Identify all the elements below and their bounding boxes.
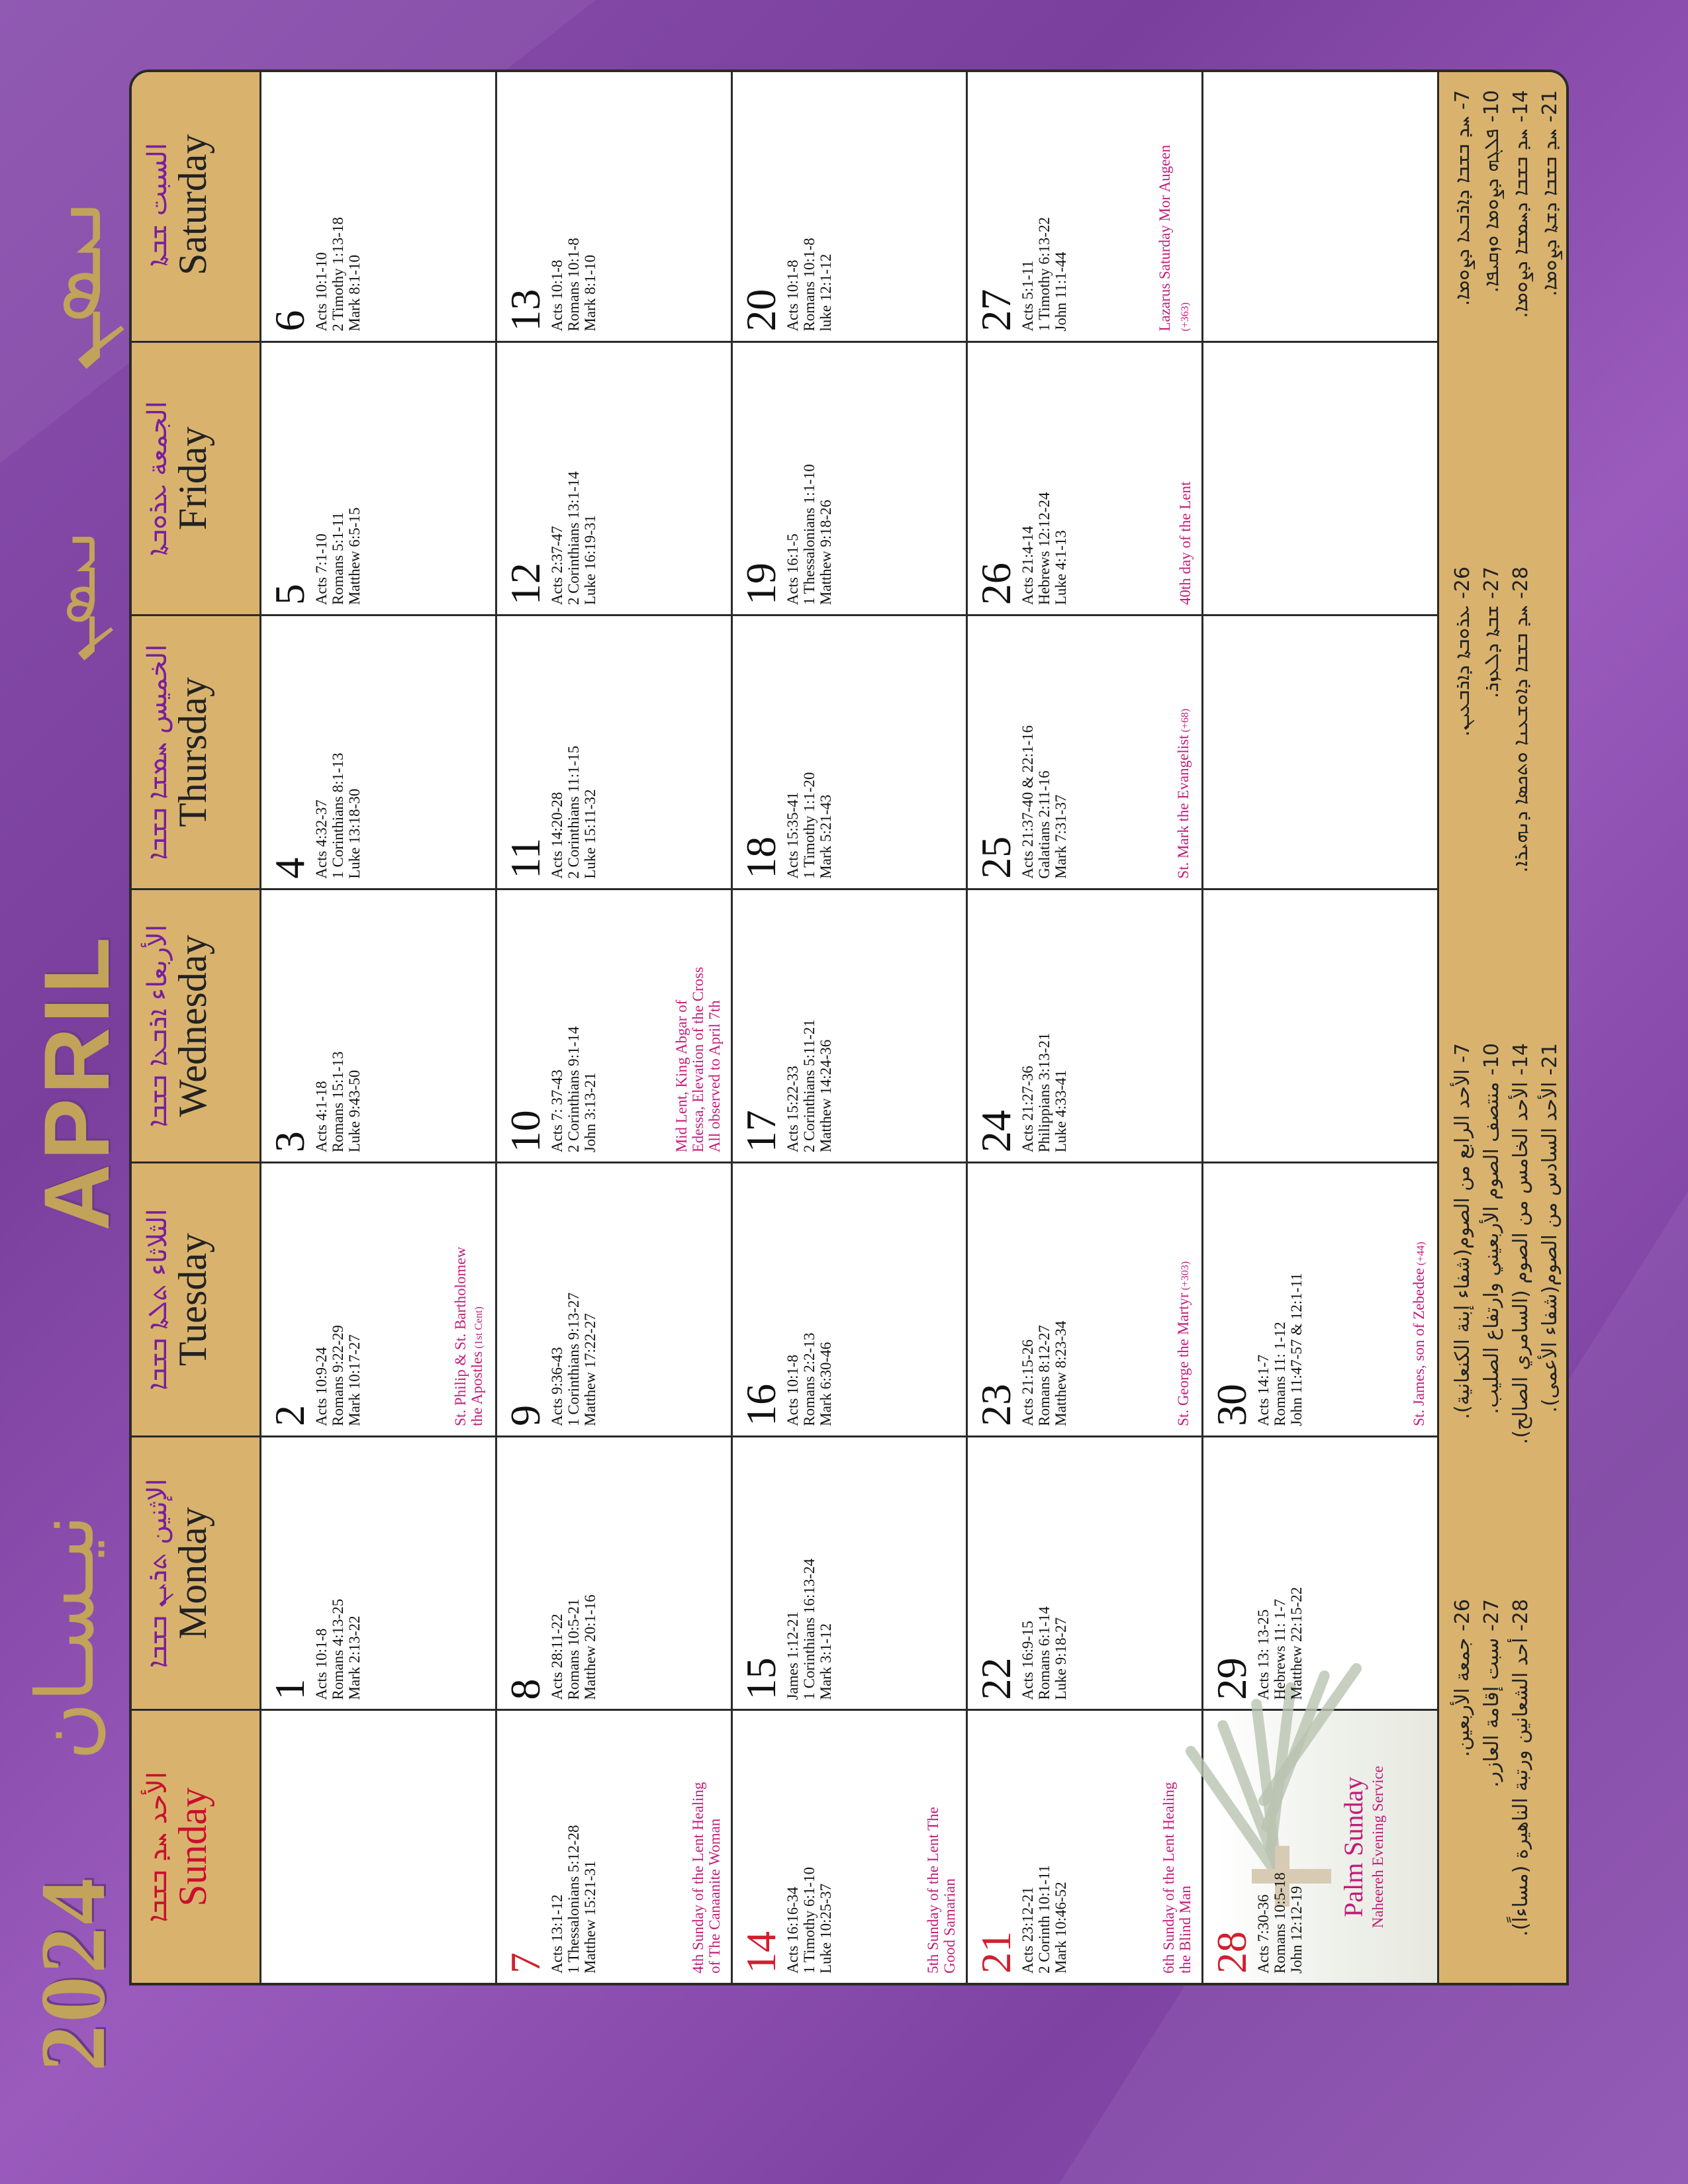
reading-line: Acts 13:1-12 — [548, 1894, 565, 1974]
day-number: 29 — [1208, 1657, 1256, 1700]
feast-note — [925, 1775, 958, 1974]
day-number: 6 — [266, 310, 313, 332]
reading-line: Acts 23:12-21 — [1019, 1887, 1037, 1974]
day-number: 16 — [737, 1383, 784, 1426]
reading-line: Mark 2:13-22 — [346, 1615, 363, 1700]
reading-line: Acts 14:1-7 — [1255, 1354, 1272, 1426]
reading-line: Acts 15:22-33 — [784, 1066, 801, 1153]
month-title-syriac-large: ܢܝܣܢ — [20, 193, 120, 371]
reading-line: 1 Corinthians 9:13-27 — [565, 1292, 582, 1426]
reading-line: 1 Corinthians 8:1-13 — [330, 752, 346, 879]
day-number: 11 — [501, 838, 549, 879]
weekday-label: Sunday — [171, 1787, 214, 1907]
day-number: 18 — [737, 836, 784, 879]
reading-line: Acts 28:11-22 — [548, 1614, 565, 1700]
reading-line: Acts 10:9-24 — [313, 1347, 330, 1426]
reading-line: 2 Corinthians 5:11-21 — [800, 1019, 818, 1153]
empty-day-cell — [1203, 341, 1439, 615]
feast-note-text: 40th day of the Lent — [1177, 481, 1194, 606]
day-number: 7 — [501, 1952, 549, 1974]
day-cell[interactable] — [968, 341, 1203, 615]
feast-note-date: (+68) — [1180, 708, 1192, 735]
palm-sunday-subtitle: Naheereh Evening Service — [1369, 1766, 1386, 1929]
day-cell[interactable] — [261, 614, 497, 888]
day-cell[interactable] — [733, 341, 968, 615]
weekday-arabic-label: السبت ܫܒܬܐ — [142, 142, 173, 267]
day-cell[interactable] — [497, 1161, 733, 1435]
feast-note — [1411, 1228, 1429, 1426]
day-cell[interactable] — [1203, 1161, 1439, 1435]
reading-line: Luke 15:11-32 — [581, 789, 598, 879]
feast-note-text: Mid Lent, King Abgar of Edessa, Elevation of the Cross All observed to April 7th — [673, 966, 723, 1153]
reading-line: Mark 6:30-46 — [817, 1342, 834, 1426]
feast-note-text: Lazarus Saturday Mor Augeen — [1156, 144, 1174, 332]
reading-line: 1 Thessalonians 5:12-28 — [565, 1825, 582, 1974]
day-number: 5 — [266, 584, 313, 606]
footer-note-line: 26- ܥܪܘܒܬܐ ܕܐܪܒܥܝܢ. — [1451, 567, 1474, 737]
reading-line: Romans 5:1-11 — [330, 512, 346, 606]
empty-day-cell — [1203, 69, 1439, 341]
day-number: 22 — [972, 1657, 1020, 1700]
reading-line: Acts 2:37-47 — [548, 525, 565, 606]
footer-note-line: 10- ܦܠܓܗ ܕܨܘܡܐ ܘܙܩܝܦܐ. — [1480, 90, 1503, 293]
reading-line: 1 Timothy 1:1-20 — [800, 772, 818, 879]
reading-line: Matthew 9:18-26 — [817, 500, 834, 606]
day-cell[interactable] — [733, 1709, 968, 1983]
weekday-label: Thursday — [171, 677, 214, 827]
empty-day-cell — [1203, 888, 1439, 1162]
reading-line: 1 Corinthians 16:13-24 — [800, 1559, 818, 1700]
reading-line: Romans 10:1-8 — [565, 238, 582, 332]
day-cell[interactable] — [968, 1435, 1203, 1709]
reading-line: Mark 8:1-10 — [581, 254, 598, 332]
day-number: 26 — [972, 563, 1020, 606]
day-cell[interactable] — [1203, 1709, 1439, 1983]
weekday-label: Wednesday — [171, 934, 214, 1117]
weekday-label: Friday — [171, 426, 214, 531]
weekday-header — [132, 1435, 261, 1709]
day-number: 19 — [737, 563, 784, 606]
weekday-label: Monday — [171, 1507, 214, 1640]
reading-line: Hebrews 12:12-24 — [1036, 492, 1053, 606]
reading-line: Matthew 8:23-34 — [1053, 1320, 1070, 1426]
feast-note-text: St. Mark the Evangelist — [1175, 735, 1192, 879]
reading-line: Acts 16:9-15 — [1019, 1620, 1037, 1700]
day-cell[interactable] — [733, 1435, 968, 1709]
weekday-header — [132, 1161, 261, 1435]
feast-note — [1175, 1228, 1194, 1426]
calendar-grid — [129, 69, 1569, 1985]
reading-line: 2 Timothy 1:13-18 — [330, 217, 346, 332]
day-cell[interactable] — [968, 614, 1203, 888]
day-number: 15 — [737, 1657, 784, 1700]
reading-line: luke 12:1-12 — [817, 253, 834, 332]
feast-note-text: 6th Sunday of the Lent Healing the Blind Man — [1160, 1782, 1194, 1974]
weekday-header — [132, 1709, 261, 1983]
feast-note — [690, 1775, 723, 1974]
reading-line: Acts 13: 13-25 — [1255, 1609, 1272, 1700]
feast-note-date: (+363) — [1180, 302, 1192, 332]
footer-note-line: 28- أحد الشعانين ورتبة الناهيرة (مساءاً). — [1509, 1599, 1532, 1937]
day-number: 20 — [737, 289, 784, 332]
feast-note-text: St. James, son of Zebedee — [1410, 1267, 1427, 1426]
empty-day-cell — [1203, 614, 1439, 888]
day-number: 3 — [266, 1131, 313, 1153]
footer-col-syriac-2 — [1448, 90, 1565, 553]
day-number: 1 — [266, 1678, 313, 1700]
weekday-label: Saturday — [171, 134, 214, 275]
reading-line: Galatians 2:11-16 — [1036, 770, 1053, 879]
weekday-header — [132, 614, 261, 888]
feast-note-text: St. George the Martyr — [1175, 1293, 1192, 1426]
footer-note-line: 27- ܫܒܬܐ ܕܠܥܙܪ. — [1480, 567, 1503, 699]
day-cell[interactable] — [497, 341, 733, 615]
reading-line: Matthew 6:5-15 — [346, 507, 363, 606]
reading-line: Acts 4:32-37 — [313, 799, 330, 879]
day-number: 23 — [972, 1383, 1020, 1426]
feast-note-date: (1st Cent) — [473, 1306, 485, 1351]
reading-line: John 12:12-19 — [1288, 1886, 1305, 1974]
day-number: 25 — [972, 836, 1020, 879]
reading-line: Luke 10:25-37 — [817, 1883, 834, 1974]
footer-note-line: 21- الأحد السادس من الصوم(شفاء الأعمى). — [1538, 1043, 1562, 1413]
empty-day-cell — [261, 1709, 497, 1983]
page-header — [13, 0, 126, 2184]
reading-line: Romans 6:1-14 — [1036, 1606, 1053, 1700]
day-cell[interactable] — [733, 888, 968, 1162]
reading-line: Acts 10:1-8 — [784, 1354, 801, 1426]
reading-line: Romans 10:5-21 — [565, 1598, 582, 1700]
reading-line: Luke 4:33-41 — [1053, 1069, 1070, 1153]
reading-line: Mark 10:17-27 — [346, 1334, 363, 1426]
day-cell[interactable] — [968, 1709, 1203, 1983]
day-number: 12 — [501, 563, 549, 606]
palm-sunday-title: Palm Sunday — [1338, 1776, 1368, 1917]
reading-line: Matthew 15:21-31 — [581, 1860, 598, 1974]
weekday-header — [132, 69, 261, 341]
feast-note-text: St. Philip & St. Bartholomew the Apostles — [451, 1246, 485, 1426]
footer-notes — [1439, 69, 1569, 1983]
footer-note-line: 21- ܚܕ ܒܫܒܐ ܕܫܬܐ ܕܨܘܡܐ. — [1538, 90, 1562, 296]
feast-note — [1175, 680, 1194, 879]
reading-line: Romans 9:22-29 — [330, 1325, 346, 1426]
footer-note-line: 28- ܚܕ ܒܫܒܐ ܕܐܘܫܥܢܐ ܘܬܟܣܐ ܕܢܗܝܪܐ. — [1509, 567, 1532, 873]
reading-line: 1 Timothy 6:13-22 — [1036, 217, 1053, 332]
day-number: 21 — [972, 1931, 1020, 1974]
day-cell[interactable] — [733, 69, 968, 341]
day-cell[interactable] — [261, 341, 497, 615]
reading-line: Romans 4:13-25 — [330, 1598, 346, 1700]
footer-col-syriac-1 — [1448, 567, 1536, 1030]
reading-line: 1 Thessalonians 1:1-10 — [800, 464, 818, 606]
reading-line: Romans 10:1-8 — [800, 238, 818, 332]
weekday-arabic-label: الخميس ܚܡܫܐ ܒܫܒܐ — [142, 644, 173, 860]
reading-line: Mark 3:1-12 — [817, 1623, 834, 1700]
reading-line: James 1:12-21 — [784, 1611, 801, 1700]
weekday-arabic-label: الإثنين ܬܪܝܢ ܒܫܒܐ — [142, 1479, 173, 1668]
day-cell[interactable] — [968, 69, 1203, 341]
reading-line: Matthew 17:22-27 — [581, 1313, 598, 1426]
reading-line: Acts 10:1-8 — [548, 259, 565, 332]
reading-line: Romans 10:5-18 — [1272, 1872, 1289, 1974]
day-cell[interactable] — [497, 888, 733, 1162]
day-cell[interactable] — [497, 1709, 733, 1983]
reading-line: Acts 10:1-8 — [784, 259, 801, 332]
day-number: 8 — [501, 1678, 549, 1700]
weekday-arabic-label: الأحد ܚܕ ܒܫܒܐ — [142, 1771, 173, 1923]
weekday-header — [132, 341, 261, 615]
reading-line: 2 Corinthians 11:1-15 — [565, 745, 582, 879]
day-cell[interactable] — [497, 69, 733, 341]
month-title-syriac: ܢܝܣܢ — [33, 525, 111, 662]
reading-line: Luke 4:1-13 — [1053, 530, 1070, 606]
day-cell[interactable] — [497, 614, 733, 888]
reading-line: Luke 9:18-27 — [1053, 1617, 1070, 1700]
reading-line: Philippians 3:13-21 — [1036, 1032, 1053, 1153]
reading-line: Romans 15:1-13 — [330, 1051, 346, 1153]
reading-line: John 3:13-21 — [581, 1072, 598, 1153]
reading-line: Acts 15:35-41 — [784, 792, 801, 879]
reading-line: Matthew 20:1-16 — [581, 1594, 598, 1700]
footer-note-line: 7- الأحد الرابع من الصوم(شفاء إبنة الكنعانية). — [1451, 1043, 1474, 1420]
footer-note-line: 27- سبت إقامة العازر. — [1480, 1599, 1503, 1788]
reading-line: Luke 9:43-50 — [346, 1069, 363, 1153]
reading-line: 2 Corinthians 13:1-14 — [565, 471, 582, 606]
reading-line: Acts 21:15-26 — [1019, 1339, 1037, 1426]
weekday-label: Tuesday — [171, 1233, 214, 1367]
weekday-arabic-label: الأربعاء ܐܪܒܥܐ ܒܫܒܐ — [142, 924, 173, 1128]
feast-note — [673, 954, 723, 1152]
reading-line: Acts 21:27-36 — [1019, 1066, 1037, 1153]
reading-line: Acts 5:1-11 — [1019, 260, 1037, 332]
footer-col-arabic-2 — [1448, 1043, 1565, 1586]
feast-note-date: (+303) — [1180, 1261, 1192, 1293]
reading-line: Acts 4:1-18 — [313, 1081, 330, 1153]
day-cell[interactable] — [968, 888, 1203, 1162]
reading-line: Acts 21:4-14 — [1019, 525, 1037, 606]
reading-line: Acts 10:1-8 — [313, 1628, 330, 1700]
reading-line: Acts 7:1-10 — [313, 533, 330, 606]
day-cell[interactable] — [497, 1435, 733, 1709]
day-number: 10 — [501, 1110, 549, 1153]
feast-note — [1160, 1775, 1194, 1974]
reading-line: Luke 13:18-30 — [346, 788, 363, 879]
reading-line: Acts 10:1-10 — [313, 252, 330, 332]
reading-line: John 11:47-57 & 12:1-11 — [1288, 1273, 1305, 1426]
weekday-arabic-label: الجمعة ܥܪܘܒܬܐ — [142, 401, 173, 556]
reading-line: Romans 8:12-27 — [1036, 1325, 1053, 1426]
feast-note — [1177, 406, 1194, 605]
reading-line: Mark 8:1-10 — [346, 254, 363, 332]
day-number: 28 — [1208, 1931, 1256, 1974]
reading-line: John 11:1-44 — [1053, 251, 1070, 332]
weekday-arabic-label: الثلاثاء ܬܠܬܐ ܒܫܒܐ — [142, 1208, 173, 1390]
reading-line: Acts 16:16-34 — [784, 1887, 801, 1974]
day-number: 13 — [501, 289, 549, 332]
reading-line: Matthew 14:24-36 — [817, 1039, 834, 1153]
day-number: 24 — [972, 1110, 1020, 1153]
reading-line: Romans 11: 1-12 — [1272, 1322, 1289, 1426]
reading-line: Mark 5:21-43 — [817, 794, 834, 879]
feast-note-text: 4th Sunday of the Lent Healing of The Canaanite Woman — [689, 1782, 723, 1974]
footer-note-line: 7- ܚܕ ܒܫܒܐ ܕܐܪܒܥܐ ܕܨܘܡܐ. — [1451, 90, 1474, 306]
reading-line: Mark 10:46-52 — [1053, 1882, 1070, 1974]
feast-note — [1156, 133, 1194, 332]
feast-note-date: (+44) — [1415, 1242, 1427, 1268]
footer-note-line: 14- الأحد الخامس من الصوم (السامري الصالح). — [1509, 1043, 1532, 1445]
feast-note-text: 5th Sunday of the Lent The Good Samarian — [925, 1807, 959, 1974]
reading-line: Acts 7:30-36 — [1255, 1894, 1272, 1974]
day-cell[interactable] — [261, 888, 497, 1162]
reading-line: Romans 2:2-13 — [800, 1332, 818, 1426]
year-title: 2024 — [22, 1876, 124, 2071]
day-number: 30 — [1208, 1383, 1256, 1426]
day-cell[interactable] — [261, 1435, 497, 1709]
reading-line: 1 Timothy 6:1-10 — [800, 1866, 818, 1974]
reading-line: Acts 7: 37-43 — [548, 1069, 565, 1153]
day-number: 2 — [266, 1404, 313, 1426]
reading-line: Acts 9:36-43 — [548, 1347, 565, 1426]
day-cell[interactable] — [733, 614, 968, 888]
day-cell[interactable] — [261, 1161, 497, 1435]
reading-line: Acts 16:1-5 — [784, 533, 801, 606]
day-cell[interactable] — [261, 69, 497, 341]
day-number: 17 — [737, 1110, 784, 1153]
day-cell[interactable] — [968, 1161, 1203, 1435]
reading-line: Luke 16:19-31 — [581, 515, 598, 606]
day-number: 27 — [972, 289, 1020, 332]
day-number: 9 — [501, 1404, 549, 1426]
reading-line: Hebrews 11: 1-7 — [1272, 1598, 1289, 1700]
footer-note-line: 10- منتصف الصوم الأربعيني وارتفاع الصليب. — [1480, 1043, 1503, 1414]
day-number: 4 — [266, 857, 313, 879]
month-title: APRIL — [24, 933, 128, 1231]
weekday-header — [132, 888, 261, 1162]
feast-note — [452, 1228, 487, 1426]
month-title-arabic: نيـسـان — [20, 1514, 112, 1760]
footer-note-line: 14- ܚܕ ܒܫܒܐ ܕܚܡܫܐ ܕܨܘܡܐ. — [1509, 90, 1532, 318]
reading-line: Acts 21:37-40 & 22:1-16 — [1019, 725, 1037, 879]
reading-line: Acts 14:20-28 — [548, 792, 565, 879]
footer-col-arabic-1 — [1448, 1599, 1536, 1970]
footer-note-line: 26- جمعة الأربعين. — [1451, 1599, 1474, 1757]
day-cell[interactable] — [733, 1161, 968, 1435]
reading-line: Mark 7:31-37 — [1053, 794, 1070, 879]
day-number: 14 — [737, 1931, 784, 1974]
reading-line: 2 Corinth 10:1-11 — [1036, 1865, 1053, 1974]
reading-line: Matthew 22:15-22 — [1288, 1586, 1305, 1700]
reading-line: 2 Corinthians 9:1-14 — [565, 1026, 582, 1153]
day-cell[interactable] — [1203, 1435, 1439, 1709]
